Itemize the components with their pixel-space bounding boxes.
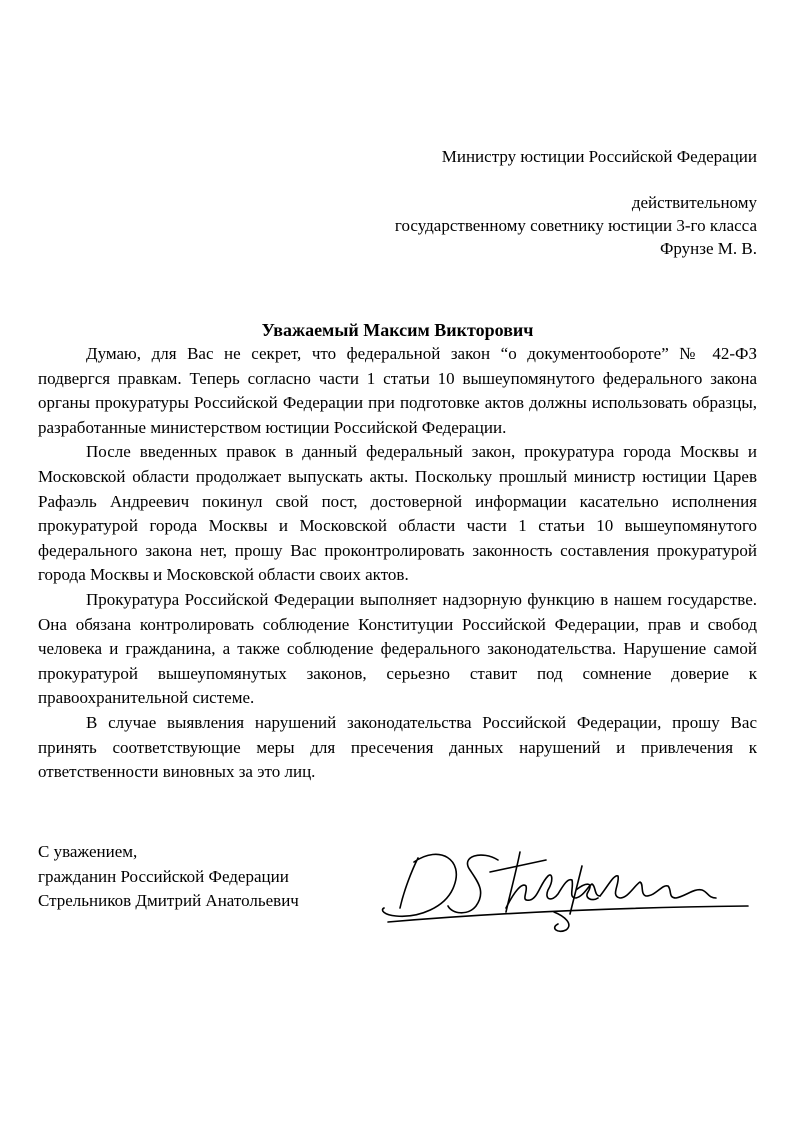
salutation-heading: Уважаемый Максим Викторович	[261, 320, 534, 340]
addressee-line-rank: действительному	[631, 193, 757, 212]
body-paragraph: Думаю, для Вас не секрет, что федеральной закон “о документообороте” № 42-ФЗ подвергся правкам. Теперь согласно части 1 статьи 10 вышеупомянутого федерального закона органы прокуратуры Российской Федерации при подготовке актов должны использовать образцы, разработанные министерством юстиции Российской Федерации.	[38, 344, 757, 437]
closing-block	[38, 840, 299, 914]
addressee-line-minister: Министру юстиции Российской Федерации	[441, 147, 757, 166]
letter-body	[38, 342, 757, 785]
body-paragraph: В случае выявления нарушений законодательства Российской Федерации, прошу Вас принять соответствующие меры для пресечения данных нарушений и привлечения к ответственности виновных за это лиц.	[38, 712, 757, 782]
body-paragraph: Прокуратура Российской Федерации выполняет надзорную функцию в нашем государстве. Она обязана контролировать соблюдение Конституции Российской Федерации, прав и свобод человека и гражданина, а также соблюдение федерального законодательства. Нарушение самой прокуратурой вышеупомянутых законов, серьезно ставит под сомнение доверие к правоохранительной системе.	[38, 589, 757, 708]
closing-signer-name: Стрельников Дмитрий Анатольевич	[38, 891, 299, 910]
addressee-line-name: Фрунзе М. В.	[659, 239, 757, 258]
closing-regards: С уважением,	[38, 842, 138, 861]
addressee-block	[395, 145, 757, 260]
addressee-line-class: государственному советнику юстиции 3-го класса	[394, 216, 757, 235]
closing-citizenship: гражданин Российской Федерации	[38, 866, 289, 886]
handwritten-signature	[378, 846, 750, 938]
body-paragraph: После введенных правок в данный федеральный закон, прокуратура города Москвы и Московской области продолжает выпускать акты. Поскольку прошлый министр юстиции Царев Рафаэль Андреевич покинул свой пост, достоверной информации касательно исполнения прокуратурой города Москвы и Московской области части 1 статьи 10 вышеупомянутого федерального закона нет, прошу Вас проконтролировать законность составления прокуратурой города Москвы и Московской области своих актов.	[38, 442, 757, 585]
